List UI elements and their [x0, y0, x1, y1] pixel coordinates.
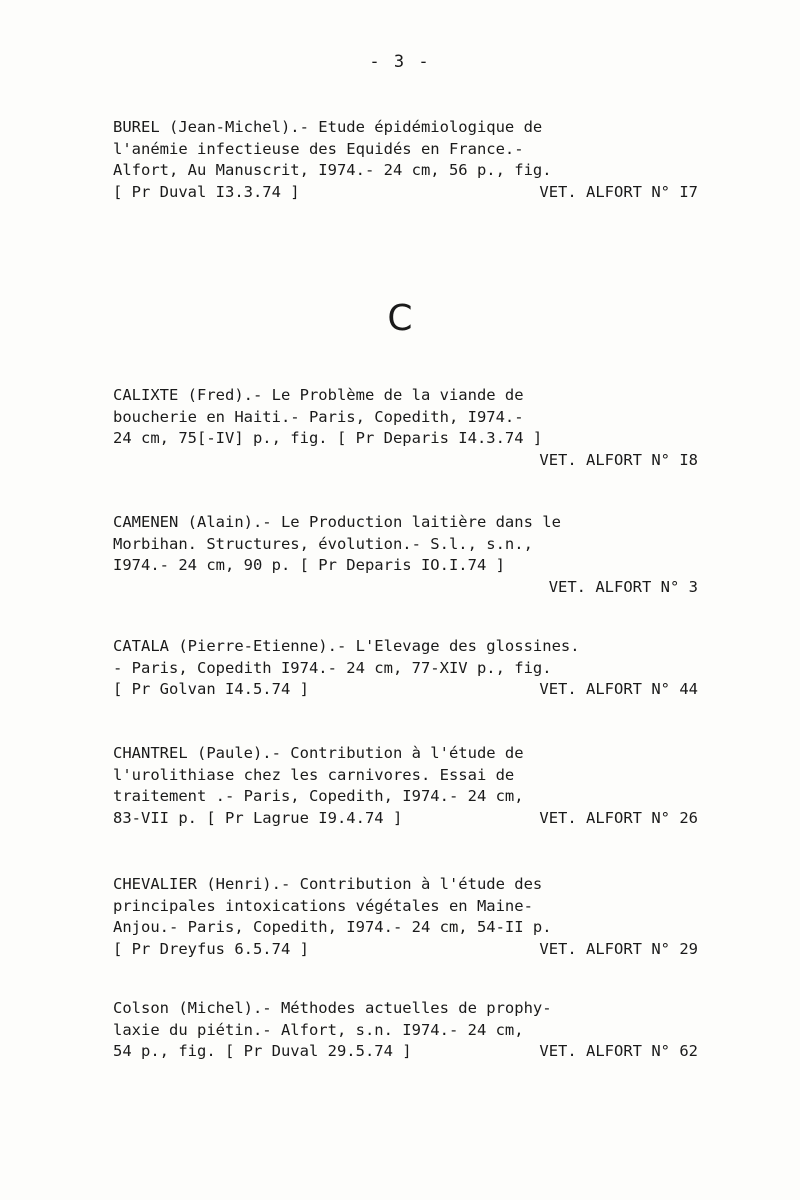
entry-line: traitement .- Paris, Copedith, I974.- 24 cm,	[113, 787, 524, 805]
bibliography-entry-chevalier	[113, 874, 698, 960]
entry-line: l'anémie infectieuse des Equidés en France.-	[113, 139, 524, 158]
entry-line: Anjou.- Paris, Copedith, I974.- 24 cm, 54-II p.	[113, 918, 552, 936]
entry-line: principales intoxications végétales en Maine-	[113, 896, 533, 915]
bibliography-entry-calixte	[113, 385, 698, 471]
entry-line: I974.- 24 cm, 90 p. [ Pr Deparis IO.I.74 ]	[113, 556, 505, 574]
entry-last-line	[113, 808, 698, 830]
entry-reference: VET. ALFORT N° 62	[539, 1042, 698, 1060]
entry-line: boucherie en Haiti.- Paris, Copedith, I974.-	[113, 407, 524, 426]
entry-line: CHANTREL (Paule).- Contribution à l'étude de	[113, 744, 524, 762]
bibliography-entry-camenen	[113, 512, 698, 598]
section-letter: C	[387, 298, 413, 339]
entry-line: laxie du piétin.- Alfort, s.n. I974.- 24 cm,	[113, 1020, 524, 1039]
bibliography-entry-colson	[113, 998, 698, 1063]
bibliography-entry-chantrel	[113, 743, 698, 829]
entry-supervisor: 83-VII p. [ Pr Lagrue I9.4.74 ]	[113, 808, 403, 827]
entry-supervisor: 54 p., fig. [ Pr Duval 29.5.74 ]	[113, 1042, 412, 1060]
entry-line: CALIXTE (Fred).- Le Problème de la viande de	[113, 386, 524, 404]
entry-line: CAMENEN (Alain).- Le Production laitière dans le	[113, 513, 561, 531]
entry-last-line	[113, 182, 698, 204]
bibliography-entry-catala	[113, 636, 698, 701]
entry-last-line	[113, 679, 698, 701]
entry-line: - Paris, Copedith I974.- 24 cm, 77-XIV p., fig.	[113, 658, 552, 677]
page-number: - 3 -	[369, 52, 431, 72]
entry-last-line	[113, 939, 698, 961]
entry-line: CATALA (Pierre-Etienne).- L'Elevage des glossines.	[113, 637, 580, 655]
entry-reference: VET. ALFORT N° 29	[539, 939, 698, 958]
entry-supervisor: [ Pr Dreyfus 6.5.74 ]	[113, 939, 309, 958]
entry-line: Alfort, Au Manuscrit, I974.- 24 cm, 56 p., fig.	[113, 161, 552, 179]
entry-line: 24 cm, 75[-IV] p., fig. [ Pr Deparis I4.3.74 ]	[113, 429, 543, 447]
entry-supervisor: [ Pr Golvan I4.5.74 ]	[113, 680, 309, 698]
entry-line: BUREL (Jean-Michel).- Etude épidémiologique de	[113, 118, 543, 136]
entry-reference: VET. ALFORT N° 44	[539, 680, 698, 698]
entry-line: Morbihan. Structures, évolution.- S.l., s.n.,	[113, 534, 533, 553]
entry-line: l'urolithiase chez les carnivores. Essai de	[113, 765, 515, 784]
bibliography-entry-burel	[113, 117, 698, 203]
entry-last-line	[113, 1041, 698, 1063]
entry-reference: VET. ALFORT N° 26	[539, 808, 698, 827]
entry-supervisor: [ Pr Duval I3.3.74 ]	[113, 182, 300, 201]
entry-line: Colson (Michel).- Méthodes actuelles de prophy-	[113, 999, 552, 1017]
entry-reference: VET. ALFORT N° 3	[548, 577, 698, 596]
entry-line: CHEVALIER (Henri).- Contribution à l'étude des	[113, 875, 543, 893]
entry-reference: VET. ALFORT N° I8	[539, 450, 698, 469]
entry-reference: VET. ALFORT N° I7	[539, 182, 698, 201]
